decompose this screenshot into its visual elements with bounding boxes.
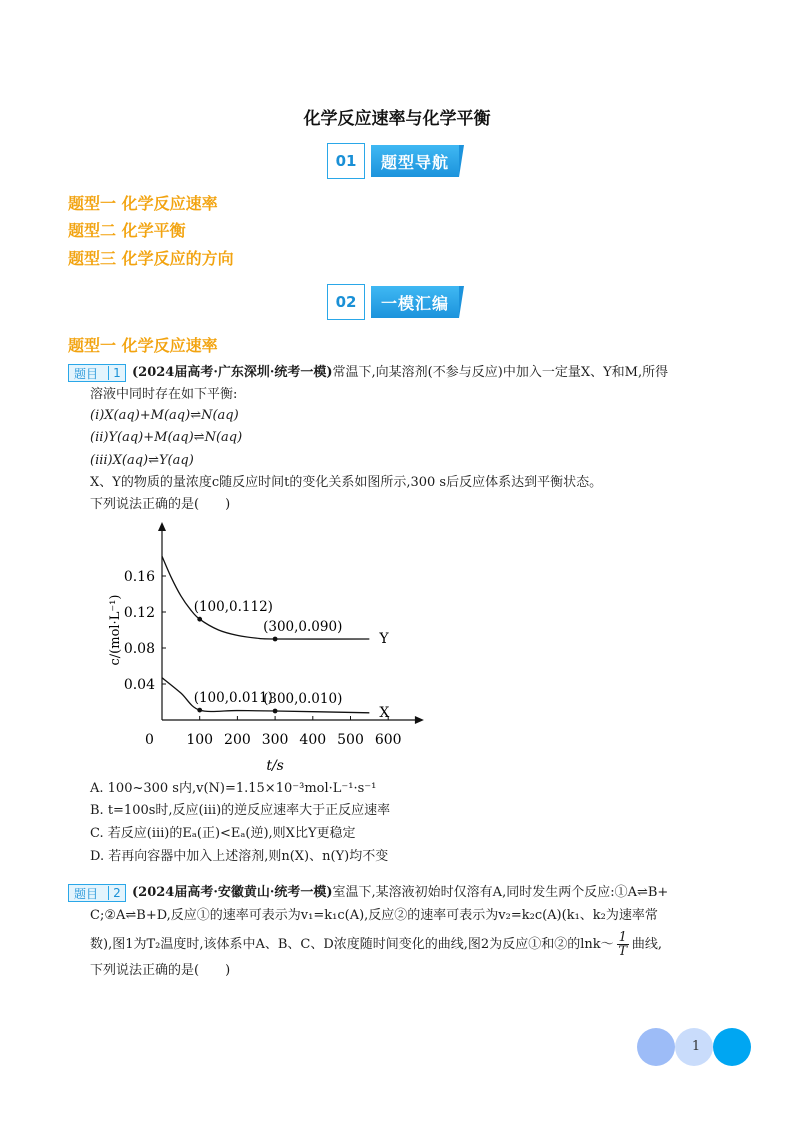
fraction-numerator: 1 bbox=[618, 930, 627, 945]
page-number: 1 bbox=[691, 1039, 701, 1054]
y-tick-label: 0.04 bbox=[123, 677, 155, 693]
x-axis-arrow bbox=[415, 716, 424, 724]
data-point bbox=[197, 708, 202, 713]
question-text: 常温下,向某溶剂(不参与反应)中加入一定量X、Y和M,所得 bbox=[332, 365, 669, 380]
decor-dot-left bbox=[637, 1028, 675, 1066]
question-text: 室温下,某溶液初始时仅溶有A,同时发生两个反应:①A⇌B+ bbox=[332, 885, 669, 900]
equation-3: (ⅲ)X(aq)⇌Y(aq) bbox=[90, 453, 194, 468]
question-tag-label: 题目 bbox=[74, 366, 99, 381]
series-label-Y: Y bbox=[379, 631, 389, 647]
y-tick-label: 0.16 bbox=[123, 569, 155, 585]
nav-item-2[interactable]: 题型二 化学平衡 bbox=[68, 221, 186, 240]
origin-label: 0 bbox=[145, 732, 154, 748]
option-a[interactable]: A. 100~300 s内,v(N)=1.15×10⁻³mol·L⁻¹·s⁻¹ bbox=[90, 781, 377, 796]
data-label: (300,0.090) bbox=[263, 619, 343, 635]
y-tick-label: 0.08 bbox=[123, 641, 155, 657]
question-text: 数),图1为T₂温度时,该体系中A、B、C、D浓度随时间变化的曲线,图2为反应①和②的lnk～ bbox=[90, 937, 614, 952]
series-label-X: X bbox=[379, 704, 390, 721]
question-source: (2024届高考·安徽黄山·统考一模) bbox=[132, 885, 333, 900]
x-tick-label: 600 bbox=[374, 732, 402, 748]
nav-item-3[interactable]: 题型三 化学反应的方向 bbox=[68, 249, 234, 268]
x-tick-label: 200 bbox=[224, 732, 251, 748]
y-axis-label: c/(mol·L⁻¹) bbox=[108, 594, 123, 666]
option-b[interactable]: B. t=100s时,反应(ⅲ)的逆反应速率大于正反应速率 bbox=[90, 803, 391, 818]
page-title: 化学反应速率与化学平衡 bbox=[303, 109, 491, 129]
data-label: (100,0.011) bbox=[193, 690, 273, 707]
concentration-chart bbox=[100, 520, 440, 775]
page-indicator bbox=[637, 1028, 757, 1068]
x-tick-label: 300 bbox=[261, 732, 289, 748]
question-1-line4: 下列说法正确的是( ) bbox=[90, 497, 231, 512]
section-badge-nav bbox=[327, 143, 467, 179]
section-badge-compilation bbox=[327, 284, 467, 320]
data-point bbox=[273, 637, 278, 642]
x-axis-label: t/s bbox=[266, 758, 284, 774]
section-number: 02 bbox=[327, 284, 365, 320]
section-label: 题型导航 bbox=[371, 145, 459, 177]
question-source: (2024届高考·广东深圳·统考一模) bbox=[132, 365, 333, 380]
fraction bbox=[617, 931, 629, 958]
question-2-line3 bbox=[90, 931, 662, 958]
option-c[interactable]: C. 若反应(ⅲ)的Eₐ(正)<Eₐ(逆),则X比Y更稳定 bbox=[90, 826, 356, 841]
question-number: 2 bbox=[108, 886, 125, 900]
option-d[interactable]: D. 若再向容器中加入上述溶剂,则n(X)、n(Y)均不变 bbox=[90, 849, 389, 864]
question-2-line4: 下列说法正确的是( ) bbox=[90, 963, 231, 978]
question-1-tag bbox=[68, 364, 128, 382]
question-text: 曲线, bbox=[631, 937, 663, 952]
question-tag-label: 题目 bbox=[74, 886, 99, 901]
y-axis-arrow bbox=[158, 522, 166, 531]
question-1-line2: 溶液中同时存在如下平衡: bbox=[90, 387, 238, 402]
section-number: 01 bbox=[327, 143, 365, 179]
equation-1: (ⅰ)X(aq)+M(aq)⇌N(aq) bbox=[90, 408, 239, 423]
data-point bbox=[273, 709, 278, 714]
decor-dot-right bbox=[713, 1028, 751, 1066]
y-tick-label: 0.12 bbox=[123, 605, 155, 621]
data-point bbox=[197, 617, 202, 622]
type-heading: 题型一 化学反应速率 bbox=[68, 336, 218, 355]
question-number: 1 bbox=[108, 366, 125, 380]
question-1-line1 bbox=[132, 362, 668, 384]
question-2-line2: C;②A⇌B+D,反应①的速率可表示为v₁=k₁c(A),反应②的速率可表示为v₂=k₂c(A)(k₁、k₂为速率常 bbox=[90, 908, 658, 923]
question-2-tag bbox=[68, 884, 128, 902]
nav-item-1[interactable]: 题型一 化学反应速率 bbox=[68, 194, 218, 213]
fraction-denominator: T bbox=[618, 944, 628, 959]
data-label: (300,0.010) bbox=[263, 691, 343, 707]
x-tick-label: 500 bbox=[337, 732, 364, 748]
x-tick-label: 400 bbox=[299, 732, 327, 748]
question-2-line1 bbox=[132, 882, 668, 904]
section-label: 一模汇编 bbox=[371, 286, 459, 318]
question-1-line3: X、Y的物质的量浓度c随反应时间t的变化关系如图所示,300 s后反应体系达到平衡状态。 bbox=[90, 475, 603, 490]
equation-2: (ⅱ)Y(aq)+M(aq)⇌N(aq) bbox=[90, 430, 243, 445]
x-tick-label: 100 bbox=[186, 732, 214, 748]
data-label: (100,0.112) bbox=[193, 599, 273, 616]
